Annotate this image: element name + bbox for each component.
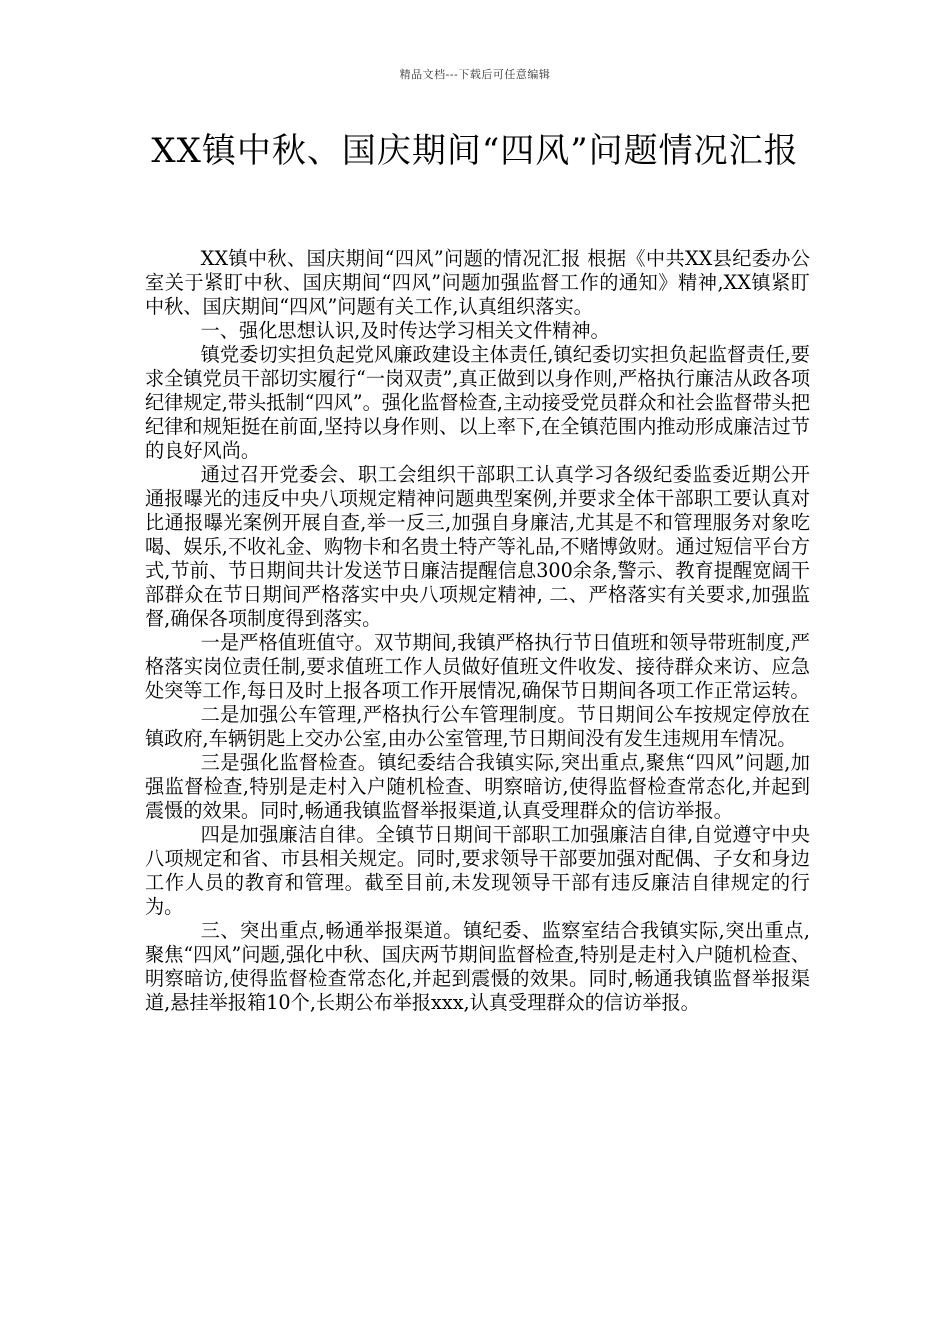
document-body bbox=[145, 247, 810, 1015]
document-title: XX镇中秋、国庆期间“四风”问题情况汇报 bbox=[151, 131, 799, 171]
paragraph-study: 通过召开党委会、职工会组织干部职工认真学习各级纪委监委近期公开通报曝光的违反中央八项规定精神问题典型案例,并要求全体干部职工要认真对比通报曝光案例开展自查,举一反三,加强自身廉洁,尤其是不和管理服务对象吃喝、娱乐,不收礼金、购物卡和名贵土特产等礼品,不赌博敛财。通过短信平台方式,节前、节日期间共计发送节日廉洁提醒信息300余条,警示、教育提醒宽阔干部群众在节日期间严格落实中央八项规定精神, 二、严格落实有关要求,加强监督,确保各项制度得到落实。 bbox=[145, 463, 810, 630]
paragraph-reporting: 三、突出重点,畅通举报渠道。镇纪委、监察室结合我镇实际,突出重点,聚焦“四风”问题,强化中秋、国庆两节期间监督检查,特别是走村入户随机检查、明察暗访,使得监督检查常态化,并起到震慑的效果。同时,畅通我镇监督举报渠道,悬挂举报箱10个,长期公布举报xxx,认真受理群众的信访举报。 bbox=[145, 919, 811, 1014]
paragraph-duty: 一是严格值班值守。双节期间,我镇严格执行节日值班和领导带班制度,严格落实岗位责任制,要求值班工作人员做好值班文件收发、接待群众来访、应急处突等工作,每日及时上报各项工作开展情况,确保节日期间各项工作正常运转。 bbox=[145, 631, 810, 702]
paragraph-responsibility: 镇党委切实担负起党风廉政建设主体责任,镇纪委切实担负起监督责任,要求全镇党员干部切实履行“一岗双责”,真正做到以身作则,严格执行廉洁从政各项纪律规定,带头抵制“四风”。强化监督检查,主动接受党员群众和社会监督带头把纪律和规矩挺在前面,坚持以身作则、以上率下,在全镇范围内推动形成廉洁过节的良好风尚。 bbox=[145, 343, 811, 462]
paragraph-intro: XX镇中秋、国庆期间“四风”问题的情况汇报 根据《中共XX县纪委办公室关于紧盯中秋、国庆期间“四风”问题加强监督工作的通知》精神,XX镇紧盯中秋、国庆期间“四风”问题有关工作,认真组织落实。 bbox=[145, 247, 810, 318]
header-note: 精品文档---下载后可任意编辑 bbox=[399, 68, 551, 81]
section-heading-1: 一、强化思想认识,及时传达学习相关文件精神。 bbox=[200, 319, 610, 342]
paragraph-self-discipline: 四是加强廉洁自律。全镇节日期间干部职工加强廉洁自律,自觉遵守中央八项规定和省、市县相关规定。同时,要求领导干部要加强对配偶、子女和身边工作人员的教育和管理。截至目前,未发现领导干部有违反廉洁自律规定的行为。 bbox=[145, 823, 810, 918]
paragraph-supervision: 三是强化监督检查。镇纪委结合我镇实际,突出重点,聚焦“四风”问题,加强监督检查,特别是走村入户随机检查、明察暗访,使得监督检查常态化,并起到震慑的效果。同时,畅通我镇监督举报渠道,认真受理群众的信访举报。 bbox=[145, 751, 810, 822]
paragraph-vehicles: 二是加强公车管理,严格执行公车管理制度。节日期间公车按规定停放在镇政府,车辆钥匙上交办公室,由办公室管理,节日期间没有发生违规用车情况。 bbox=[145, 703, 810, 750]
